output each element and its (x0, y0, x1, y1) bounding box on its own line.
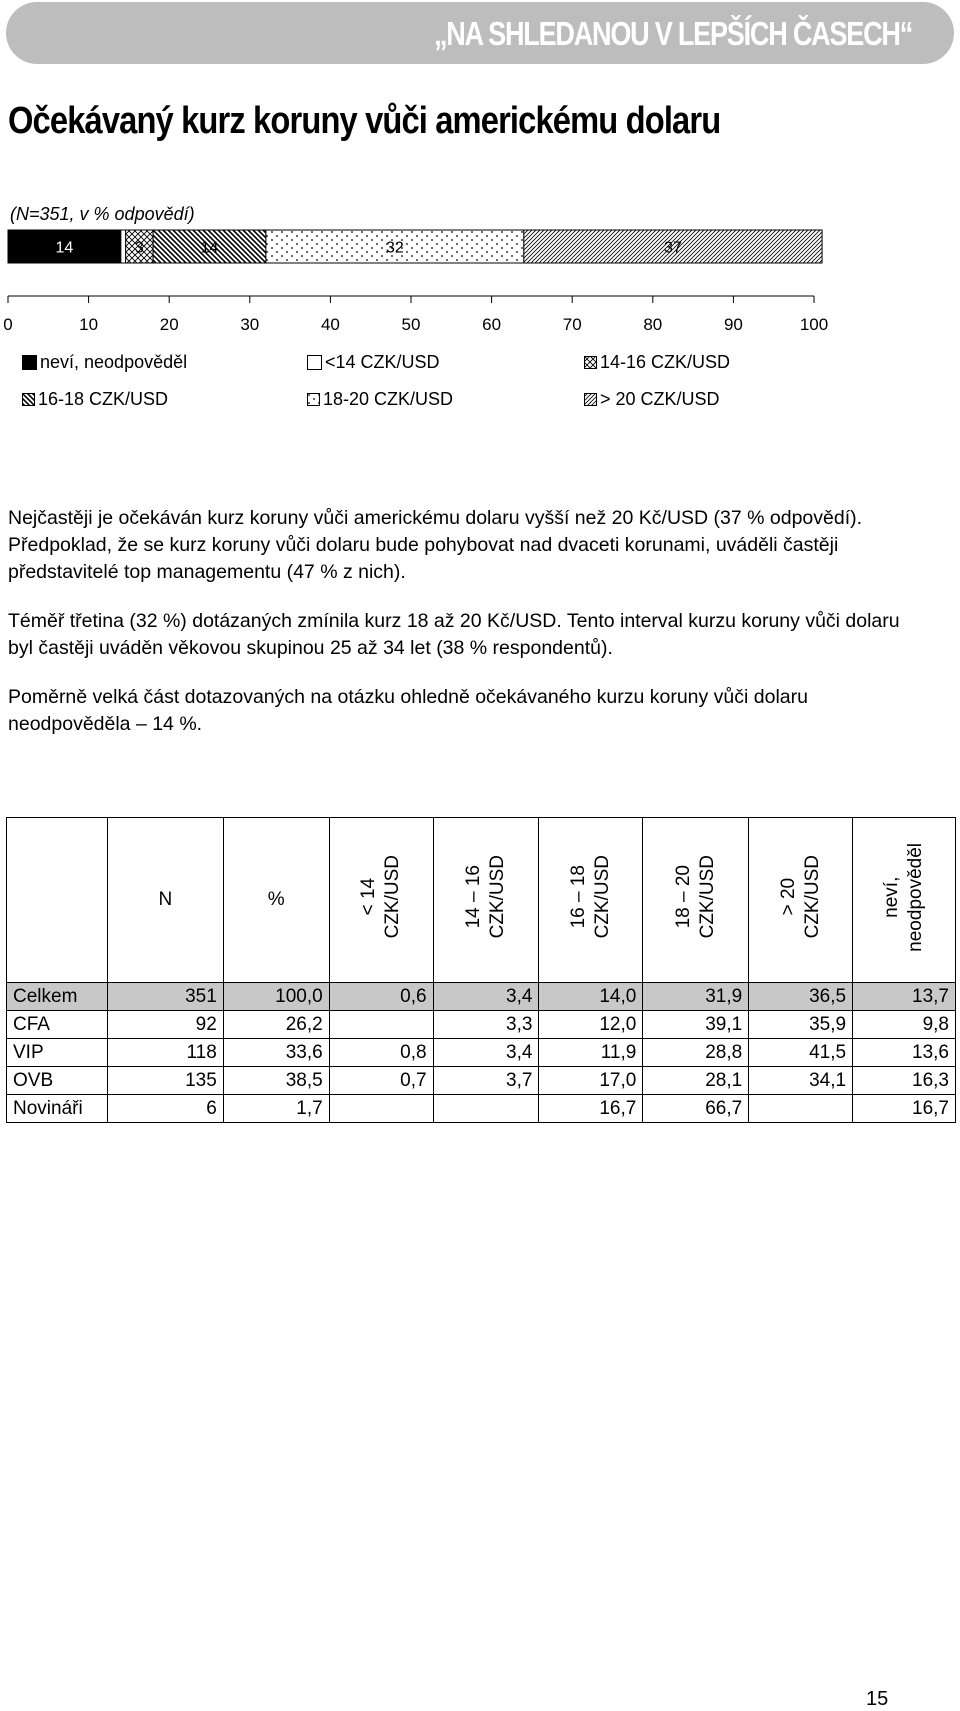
legend-label: 16-18 CZK/USD (38, 389, 169, 409)
legend-label: <14 CZK/USD (325, 352, 440, 372)
bar-data-label: 14 (55, 239, 74, 257)
header-label: 18 – 20 CZK/USD (672, 855, 718, 939)
table-cell: 33,6 (223, 1039, 329, 1067)
table-cell: 13,6 (853, 1039, 956, 1067)
header-label: N (158, 889, 173, 910)
header-cell-nevi (853, 818, 956, 983)
legend-item-14-16 (584, 352, 730, 373)
paragraph: Poměrně velká část dotazovaných na otázku ohledně očekávaného kurzu koruny vůči dolaru neodpověděla – 14 %. (8, 686, 808, 735)
table-cell: 35,9 (749, 1011, 853, 1039)
header-label: 14 – 16 CZK/USD (463, 855, 508, 939)
results-table (6, 817, 956, 1123)
table-cell (329, 1095, 433, 1123)
bar-segments (8, 230, 822, 263)
x-tick-label: 90 (723, 315, 743, 334)
table-cell: 66,7 (643, 1095, 749, 1123)
table-cell: 118 (107, 1039, 223, 1067)
table-cell: 26,2 (223, 1011, 329, 1039)
x-tick-label: 20 (159, 315, 179, 334)
table-cell: 28,8 (643, 1039, 749, 1067)
table-cell: 3,3 (433, 1011, 539, 1039)
legend-item-gt20 (584, 389, 720, 410)
row-label: OVB (7, 1067, 108, 1095)
table-cell: 351 (107, 983, 223, 1011)
x-tick-label: 30 (240, 315, 260, 334)
page-title: Očekávaný kurz koruny vůči americkému dolaru (8, 100, 721, 142)
table-cell: 34,1 (749, 1067, 853, 1095)
x-tick-label: 70 (562, 315, 582, 334)
table-cell: 135 (107, 1067, 223, 1095)
header-label: > 20 CZK/USD (777, 855, 823, 939)
bar-data-label: 14 (200, 239, 219, 257)
header-label: 16 – 18 CZK/USD (567, 855, 613, 939)
x-tick-label: 40 (320, 315, 340, 334)
table-cell: 0,8 (329, 1039, 433, 1067)
header-cell-n (107, 818, 223, 983)
table-cell: 39,1 (643, 1011, 749, 1039)
table-cell: 3,4 (433, 983, 539, 1011)
table-cell: 6 (107, 1095, 223, 1123)
table-cell: 16,3 (853, 1067, 956, 1095)
table-body (7, 983, 956, 1123)
row-label: Celkem (7, 983, 108, 1011)
table-cell: 17,0 (539, 1067, 643, 1095)
paragraph: Nejčastěji je očekáván kurz koruny vůči americkému dolaru vyšší než 20 Kč/USD (37 % odpovědí). Předpoklad, že se kurz koruny vůči dolaru bude pohybovat nad dvaceti korunami, uváděli častěji představitelé top managementu (47 % z nich). (8, 507, 863, 583)
legend-item-lt14 (307, 352, 440, 373)
bar-data-label: 3 (134, 239, 144, 257)
table-cell: 16,7 (853, 1095, 956, 1123)
header-band (6, 2, 954, 64)
legend-swatch-crosshatch (584, 356, 597, 369)
table-cell (749, 1095, 853, 1123)
header-label: % (267, 889, 285, 910)
table-row (7, 1067, 956, 1095)
legend-label: 18-20 CZK/USD (323, 389, 454, 409)
table-cell: 31,9 (643, 983, 749, 1011)
table-cell: 36,5 (749, 983, 853, 1011)
legend-item-18-20 (307, 389, 453, 410)
table-cell: 41,5 (749, 1039, 853, 1067)
table-cell: 9,8 (853, 1011, 956, 1039)
table-cell: 12,0 (539, 1011, 643, 1039)
bar-segment-1 (121, 230, 126, 263)
legend-item-16-18 (22, 389, 168, 410)
row-label: VIP (7, 1039, 108, 1067)
header-cell-18-20 (643, 818, 749, 983)
table-cell: 1,7 (223, 1095, 329, 1123)
header-cell-percent (223, 818, 329, 983)
table-cell: 11,9 (539, 1039, 643, 1067)
table-cell (329, 1011, 433, 1039)
table-cell: 28,1 (643, 1067, 749, 1095)
header-cell-16-18 (539, 818, 643, 983)
x-tick-label: 100 (799, 315, 829, 334)
table-cell: 100,0 (223, 983, 329, 1011)
body-text (8, 505, 928, 760)
header-cell-empty (7, 818, 108, 983)
header-cell-gt20 (749, 818, 853, 983)
legend-label: 14-16 CZK/USD (600, 352, 731, 372)
x-tick-label: 10 (79, 315, 99, 334)
table-cell: 0,6 (329, 983, 433, 1011)
page-number: 15 (866, 1688, 889, 1710)
table-cell: 92 (107, 1011, 223, 1039)
legend-label: neví, neodpověděl (40, 352, 188, 372)
header-label: < 14 CZK/USD (358, 855, 404, 939)
table-cell: 13,7 (853, 983, 956, 1011)
table-cell: 0,7 (329, 1067, 433, 1095)
table-row (7, 983, 956, 1011)
chart-legend (0, 352, 960, 422)
table-row (7, 1011, 956, 1039)
table-header-row (7, 818, 956, 983)
table-row (7, 1039, 956, 1067)
table-cell: 38,5 (223, 1067, 329, 1095)
row-label: CFA (7, 1011, 108, 1039)
x-axis-ticks (3, 296, 828, 334)
header-cell-14-16 (433, 818, 539, 983)
x-tick-label: 50 (401, 315, 421, 334)
header-title: „NA SHLEDANOU V LEPŠÍCH ČASECH“ (433, 15, 912, 52)
header-label: neví, neodpověděl (881, 842, 927, 952)
legend-swatch-white (307, 355, 322, 370)
row-label: Novináři (7, 1095, 108, 1123)
bar-data-label: 32 (385, 239, 404, 257)
x-tick-label: 80 (643, 315, 663, 334)
table-cell: 3,4 (433, 1039, 539, 1067)
paragraph: Téměř třetina (32 %) dotázaných zmínila kurz 18 až 20 Kč/USD. Tento interval kurzu koruny vůči dolaru byl častěji uváděn věkovou skupinou 25 až 34 let (38 % respondentů). (8, 610, 900, 659)
header-cell-lt14 (329, 818, 433, 983)
stacked-bar-chart (0, 222, 960, 352)
legend-swatch-diagonal-fine (584, 393, 597, 406)
table-cell (433, 1095, 539, 1123)
bar-data-label: 37 (664, 239, 682, 257)
legend-label: > 20 CZK/USD (600, 389, 720, 409)
legend-item-nevi (22, 352, 187, 373)
table-cell: 16,7 (539, 1095, 643, 1123)
table-row (7, 1095, 956, 1123)
chart-subtitle: (N=351, v % odpovědí) (10, 204, 195, 224)
table-cell: 3,7 (433, 1067, 539, 1095)
legend-swatch-dots (307, 393, 320, 406)
table-cell: 14,0 (539, 983, 643, 1011)
legend-swatch-solid (22, 355, 37, 370)
legend-swatch-diagonal-dense (22, 393, 35, 406)
x-tick-label: 60 (482, 315, 502, 334)
x-tick-label: 0 (3, 315, 13, 334)
